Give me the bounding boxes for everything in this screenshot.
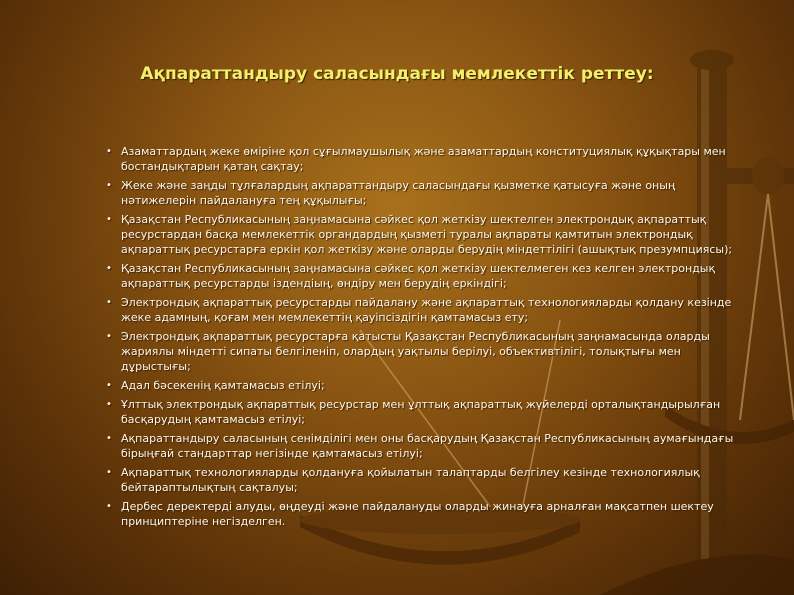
- list-item-text: Жеке және заңды тұлғалардың ақпараттандыру саласындағы қызметке қатысуға және оның нәтижелерін пайдалануға тең құқылығы;: [121, 179, 676, 207]
- list-item-text: Азаматтардың жеке өміріне қол сұғылмаушылық және азаматтардың конституциялық құқықтары мен бостандықтарын қатаң сақтау;: [121, 145, 726, 173]
- bullet-icon: •: [106, 399, 112, 410]
- list-item: [104, 178, 744, 208]
- list-item-text: Адал бәсекенің қамтамасыз етілуі;: [121, 379, 325, 392]
- list-item-text: Ақпараттық технологияларды қолдануға қойылатын талаптарды белгілеу кезінде технологиялық бейтараптылықтың сақталуы;: [121, 466, 700, 494]
- list-item: [104, 499, 744, 529]
- list-item-text: Электрондық ақпараттық ресурстарға қатысты Қазақстан Республикасының заңнамасында оларды жариялы міндетті сипаты белгіленіп, олардың уақтылы берілуі, объективтілігі, толықтығы мен дұрыстығы;: [121, 330, 710, 373]
- list-item: [104, 144, 744, 174]
- bullet-icon: •: [106, 297, 112, 308]
- list-item: [104, 397, 744, 427]
- bullet-list: [104, 144, 744, 533]
- slide-title: Ақпараттандыру саласындағы мемлекеттік реттеу:: [140, 64, 654, 84]
- bullet-icon: •: [106, 180, 112, 191]
- list-item-text: Қазақстан Республикасының заңнамасына сәйкес қол жеткізу шектелмеген кез келген электрондық ақпараттық ресурстарды іздендіың, өндіру мен берудің еркіндігі;: [121, 262, 716, 290]
- bullet-icon: •: [106, 214, 112, 225]
- list-item-text: Электрондық ақпараттық ресурстарды пайдалану және ақпараттық технологияларды қолдану кезінде жеке адамның, қоғам мен мемлекеттің қауіпсіздігін қамтамасыз ету;: [121, 296, 732, 324]
- list-item-text: Ақпараттандыру саласының сенімділігі мен оны басқарудың Қазақстан Республикасының аумағындағы бірыңғай стандарттар негізінде қамтамасыз етілуі;: [121, 432, 734, 460]
- list-item-text: Дербес деректерді алуды, өңдеуді және пайдалануды оларды жинауға арналған мақсатпен шектеу принциптеріне негізделген.: [121, 500, 714, 528]
- list-item-text: Ұлттық электрондық ақпараттық ресурстар мен ұлттық ақпараттық жүйелерді орталықтандырылған басқарудың қамтамасыз етілуі;: [121, 398, 721, 426]
- list-item: [104, 465, 744, 495]
- list-item: [104, 329, 744, 374]
- bullet-icon: •: [106, 467, 112, 478]
- bullet-icon: •: [106, 146, 112, 157]
- list-item: [104, 431, 744, 461]
- bullet-icon: •: [106, 380, 112, 391]
- bullet-icon: •: [106, 433, 112, 444]
- bullet-icon: •: [106, 501, 112, 512]
- list-item-text: Қазақстан Республикасының заңнамасына сәйкес қол жеткізу шектелген электрондық ақпараттық ресурстардан басқа мемлекеттік органдардың қызметі туралы ақпараты қамтитын электрондық ақпараттық ресурстарға еркін қол жеткізу және оларды берудің міндеттілігі (ашықтық презумпциясы);: [121, 213, 733, 256]
- list-item: [104, 295, 744, 325]
- list-item: [104, 378, 744, 393]
- bullet-icon: •: [106, 331, 112, 342]
- list-item: [104, 261, 744, 291]
- list-item: [104, 212, 744, 257]
- bullet-icon: •: [106, 263, 112, 274]
